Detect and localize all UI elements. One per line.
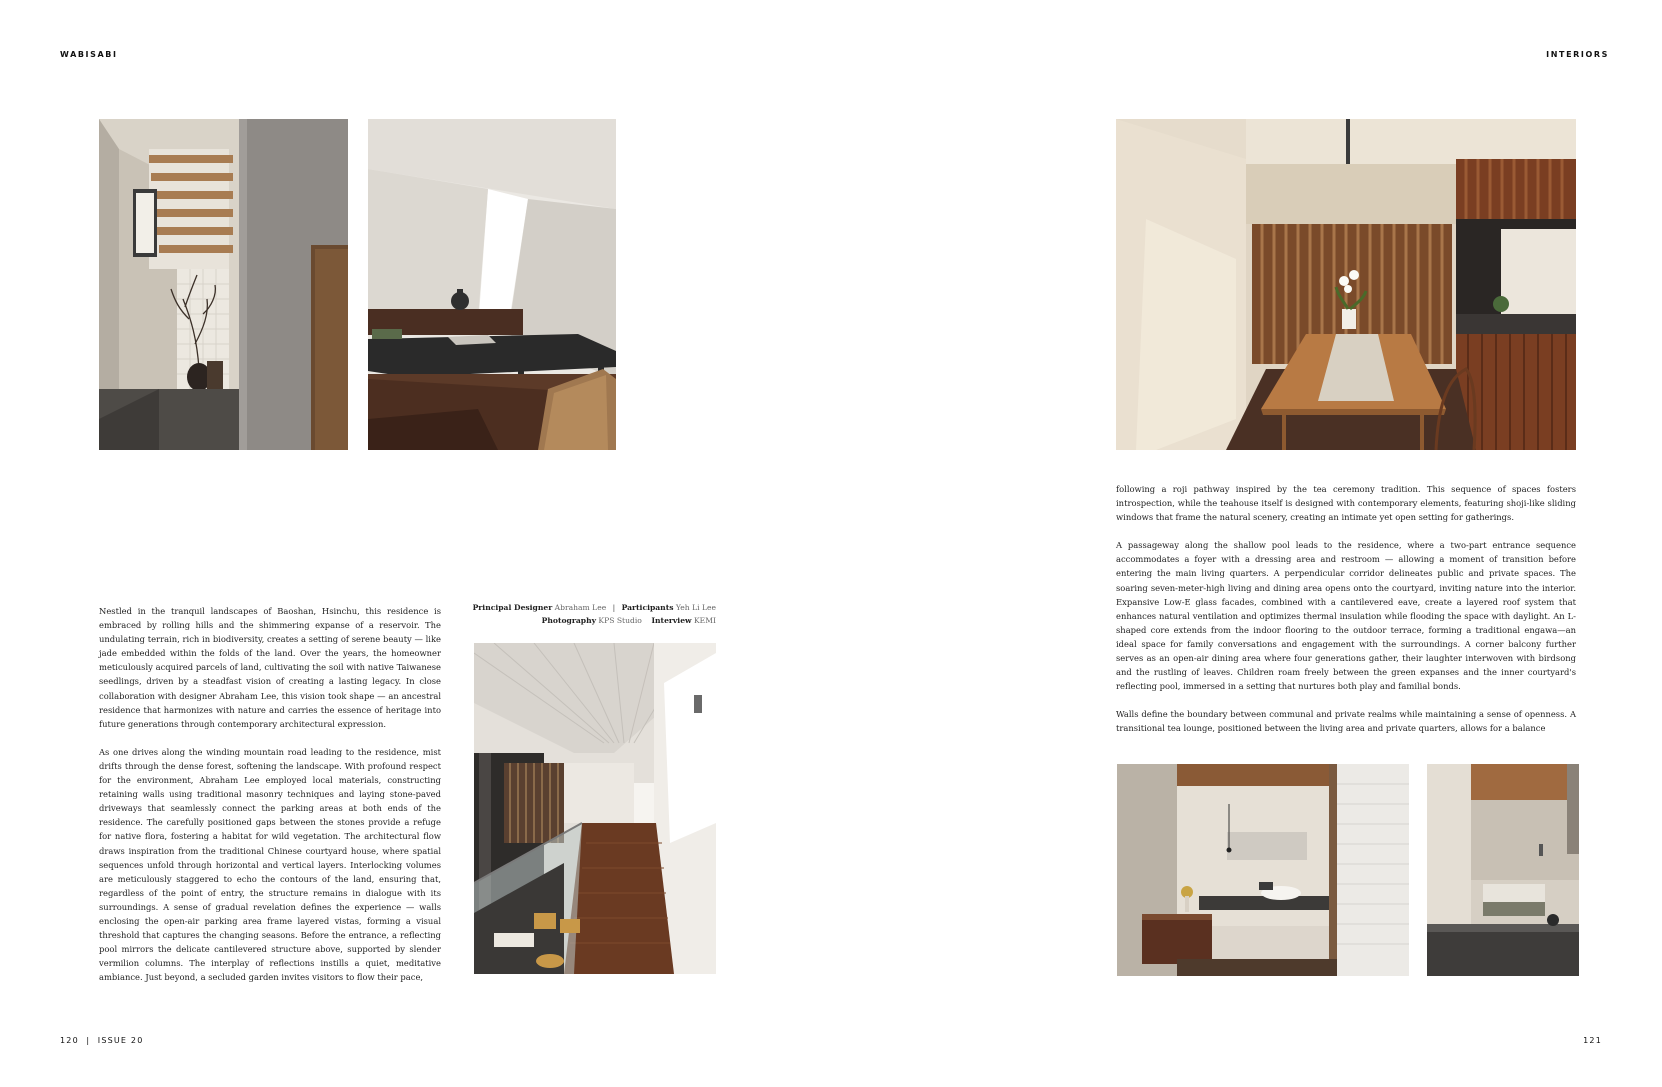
issue-label: ISSUE 20 [97,1036,144,1045]
interview-value: KEMI [694,616,716,625]
article-body-right [1116,482,1576,736]
paragraph: Nestled in the tranquil landscapes of Baoshan, Hsinchu, this residence is embraced by rolling hills and the shimmering expanse of a reservoir. The undulating terrain, rich in biodiversity, creates a setting of serene beauty — like jade embedded within the folds of the land. Over the years, the homeowner meticulously acquired parcels of land, cultivating the soil with native Taiwanese seedlings, driven by a steadfast vision of creating a lasting legacy. In close collaboration with designer Abraham Lee, this vision took shape — an ancestral residence that harmonizes with nature and carries the essence of heritage into future generations through contemporary architectural expression. [99,606,441,729]
paragraph: A passageway along the shallow pool leads to the residence, where a two-part entrance sequence accommodates a foyer with a dressing area and restroom — allowing a moment of transition before entering the main living quarters. A perpendicular corridor delineates public and private spaces. The soaring seven-meter-high living and dining area opens onto the courtyard, inviting nature into the interior. Expansive Low-E glass facades, combined with a cantilevered eave, create a layered roof system that enhances natural ventilation and optimizes thermal insulation while flooding the space with daylight. An L-shaped core extends from the indoor flooring to the outdoor terrace, forming a traditional engawa—an ideal space for family conversations and engagement with the surroundings. A corner balcony further serves as an open-air dining area where four generations gather, their laughter interwoven with birdsong and the rustling of leaves. Children roam freely between the green expanses and the inner courtyard's reflecting pool, immersed in a setting that nurtures both play and familial bonds. [1116,540,1576,692]
page-number-right: 121 [1583,1036,1602,1045]
footer-left [60,1036,144,1045]
credits-line-1 [458,601,716,614]
photo-study-desk [368,119,616,450]
participants-value: Yeh Li Lee [675,603,716,612]
page-number-left: 120 [60,1036,79,1045]
article-body-left [99,604,441,984]
participants-label: Participants [621,603,674,612]
interview-label: Interview [651,616,692,625]
designer-value: Abraham Lee [554,603,607,612]
photo-bathroom-vanity [1117,764,1409,976]
credits-line-2 [458,614,716,627]
photo-bathtub [1427,764,1579,976]
credits-separator: | [612,603,616,612]
paragraph: following a roji pathway inspired by the tea ceremony tradition. This sequence of spaces fosters introspection, while the teahouse itself is designed with contemporary elements, featuring shoji-like sliding windows that frame the natural scenery, creating an intimate yet open setting for gatherings. [1116,484,1576,523]
photo-dining-room [1116,119,1576,450]
paragraph: Walls define the boundary between communal and private realms while maintaining a sense of openness. A transitional tea lounge, positioned between the living area and private quarters, allows for a balance [1116,709,1576,734]
paragraph: As one drives along the winding mountain road leading to the residence, mist drifts through the dense forest, softening the landscape. With profound respect for the environment, Abraham Lee employed local materials, constructing retaining walls using traditional masonry techniques and laying stone-paved driveways that seamlessly connect the parking areas at both ends of the residence. The carefully positioned gaps between the stones provide a refuge for native flora, fostering a habitat for wild vegetation. The architectural flow draws inspiration from the traditional Chinese courtyard house, where spatial sequences unfold through horizontal and vertical layers. Interlocking volumes are meticulously staggered to echo the contours of the land, ensuring that, regardless of the point of entry, the structure remains in dialogue with its surroundings. A sense of gradual revelation defines the experience — walls enclosing the open-air parking area frame layered vistas, forming a visual threshold that captures the changing seasons. Before the entrance, a reflecting pool mirrors the delicate cantilevered structure above, supported by slender vermilion columns. The interplay of reflections instills a quiet, meditative ambiance. Just beyond, a secluded garden invites visitors to flow their pace, [99,746,441,983]
section-label-right: INTERIORS [1546,50,1609,59]
photography-label: Photography [541,616,596,625]
photo-stairwell [99,119,348,450]
photo-mezzanine-corridor [474,643,716,974]
credits-block [458,601,716,627]
photography-value: KPS Studio [598,616,642,625]
footer-separator: | [82,1036,95,1045]
section-label-left: WABISABI [60,50,118,59]
designer-label: Principal Designer [472,603,553,612]
